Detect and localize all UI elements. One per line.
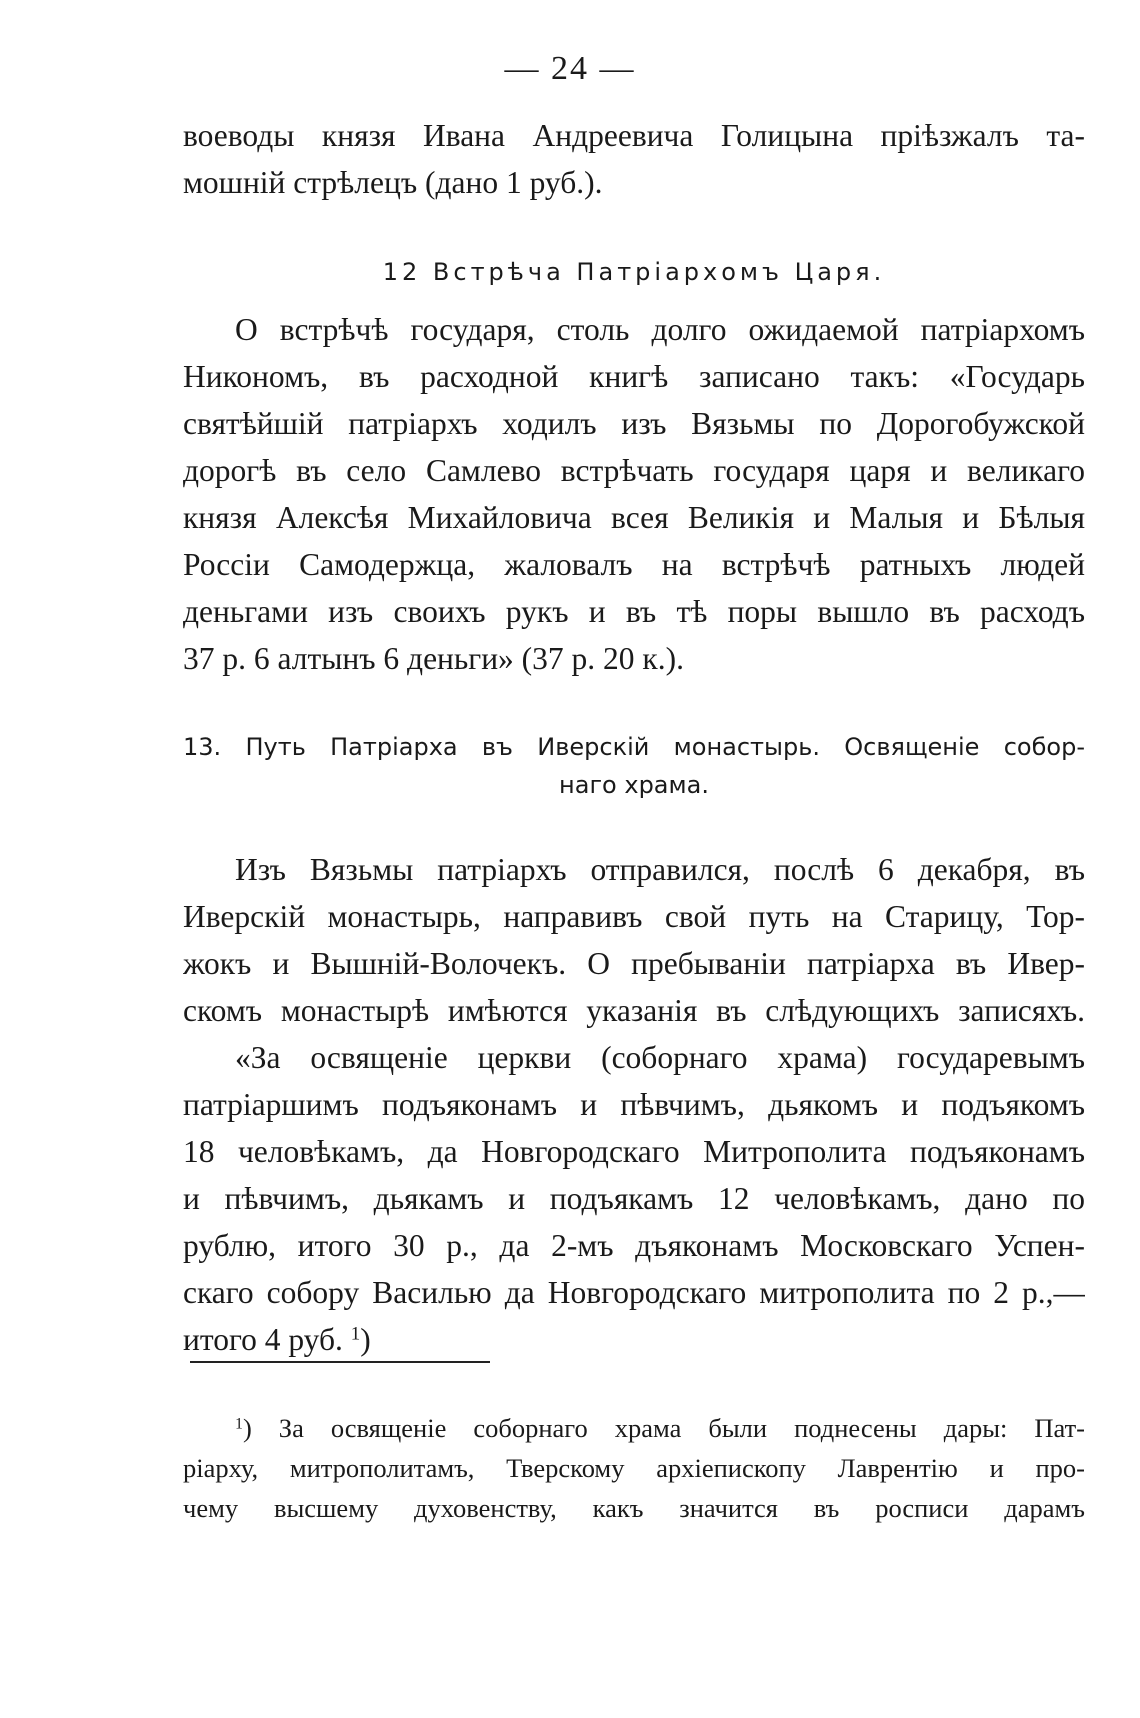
text-line: Россiи Самодержца, жаловалъ на встрѣчѣ ратныхъ людей [183, 547, 1085, 582]
heading-line: 13. Путь Патрiарха въ Иверскiй монастырь. Освященiе собор- [183, 733, 1085, 761]
section-heading-12: 12 Встрѣча Патрiархомъ Царя. [382, 258, 886, 286]
text-line: 37 р. 6 алтынъ 6 деньги» (37 р. 20 к.). [183, 641, 684, 676]
text-line: патрiаршимъ подъяконамъ и пѣвчимъ, дьякомъ и подъякомъ [183, 1087, 1085, 1122]
footnote-reference[interactable]: 1 [350, 1323, 361, 1345]
text-line: «За освященiе церкви (соборнаго храма) государевымъ [235, 1040, 1085, 1075]
text-line: и пѣвчимъ, дьякамъ и подъякамъ 12 человѣкамъ, дано по [183, 1181, 1085, 1216]
text-line: Иверскiй монастырь, направивъ свой путь на Старицу, Тор- [183, 899, 1085, 934]
heading-line: наго храма. [559, 771, 709, 799]
text-line: Изъ Вязьмы патрiархъ отправился, послѣ 6 декабря, въ [235, 852, 1085, 887]
footnote-marker: 1 [235, 1415, 243, 1433]
footnote-marker-paren: ) [242, 1413, 252, 1443]
text-line: скаго собору Василью да Новгородскаго митрополита по 2 р.,— [183, 1275, 1085, 1310]
paragraph-section-13b [183, 1034, 1085, 1363]
text-fragment: За освященiе соборнаго храма были поднесены дары: Пат- [278, 1413, 1085, 1443]
footnote-line [183, 1408, 1085, 1448]
text-line: мошнiй стрѣлецъ (дано 1 руб.). [183, 165, 603, 200]
text-line: князя Алексѣя Михайловича всея Великiя и Малыя и Бѣлыя [183, 500, 1085, 535]
footnote-ref-paren: ) [360, 1322, 371, 1357]
text-line: скомъ монастырѣ имѣются указанiя въ слѣдующихъ записяхъ. [183, 993, 1085, 1028]
text-line: святѣйшiй патрiархъ ходилъ изъ Вязьмы по Дорогобужской [183, 406, 1085, 441]
text-line: О встрѣчѣ государя, столь долго ожидаемой патрiархомъ [235, 312, 1085, 347]
section-heading-13 [183, 728, 1085, 804]
text-line: дорогѣ въ село Самлево встрѣчать государя царя и великаго [183, 453, 1085, 488]
text-line: воеводы князя Ивана Андреевича Голицына прiѣзжалъ та- [183, 118, 1085, 153]
paragraph-section-13a [183, 846, 1085, 1034]
text-line: деньгами изъ своихъ рукъ и въ тѣ поры вышло въ расходъ [183, 594, 1085, 629]
text-fragment: итого 4 руб. [183, 1322, 343, 1357]
text-line-last [183, 1316, 1085, 1363]
footnote-line: рiарху, митрополитамъ, Тверскому архiепископу Лаврентiю и про- [183, 1453, 1085, 1483]
page-number: — 24 — [504, 50, 636, 87]
text-line: жокъ и Вышнiй-Волочекъ. О пребыванiи патрiарха въ Ивер- [183, 946, 1085, 981]
paragraph-section-12 [183, 306, 1085, 682]
text-line: рублю, итого 30 р., да 2-мъ дъяконамъ Московскаго Успен- [183, 1228, 1085, 1263]
footnote-line: чему высшему духовенству, какъ значится въ росписи дарамъ [183, 1493, 1085, 1523]
text-line: Никономъ, въ расходной книгѣ записано такъ: «Государь [183, 359, 1085, 394]
footnote [183, 1408, 1085, 1528]
text-line: 18 человѣкамъ, да Новгородскаго Митрополита подъяконамъ [183, 1134, 1085, 1169]
footnote-divider [190, 1361, 490, 1363]
paragraph-top [183, 112, 1085, 206]
